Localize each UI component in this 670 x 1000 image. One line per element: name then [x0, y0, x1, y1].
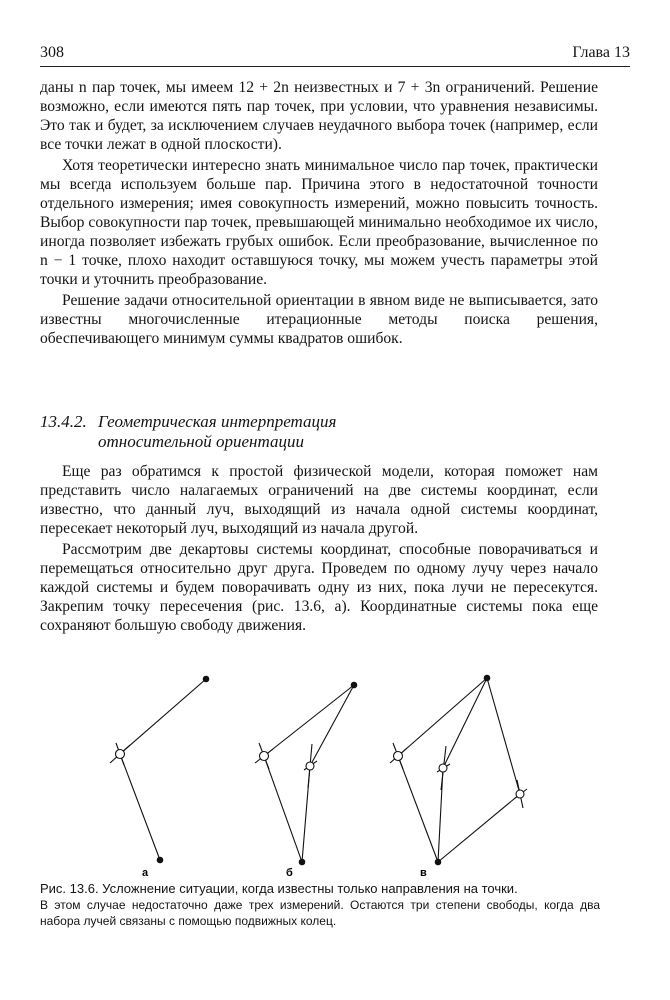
- header-rule: [40, 66, 630, 67]
- paragraph-5: Рассмотрим две декартовы системы координат, способные поворачиваться и перемещаться относительно друг друга. Проведем по одному лучу через начало каждой системы и будем поворачивать одну из них, пока лучи не пересекутся. Закрепим точку пересечения (рис. 13.6, a). Координатные системы пока еще сохраняют большую свободу движения.: [40, 541, 598, 634]
- body-text-top: [40, 78, 598, 350]
- running-head: [40, 44, 630, 62]
- paragraph-3: Решение задачи относительной ориентации в явном виде не выписывается, зато известны многочисленные итерационные методы поиска решения, обеспечивающего минимум суммы квадратов ошибок.: [40, 292, 598, 347]
- paragraph-1: даны n пар точек, мы имеем 12 + 2n неизвестных и 7 + 3n ограничений. Решение возможно, если имеются пять пар точек, при условии, что уравнения независимы. Это так и будет, за исключением случаев неудачного выбора точек (например, если все точки лежат в одной плоскости).: [40, 79, 598, 153]
- label-c: в: [420, 867, 427, 879]
- ray-diagrams: [40, 670, 620, 880]
- diagram-a: [110, 679, 206, 860]
- label-b: б: [286, 867, 293, 879]
- figure-caption: [40, 880, 600, 929]
- caption-title: Рис. 13.6. Усложнение ситуации, когда известны только направления на точки.: [40, 881, 518, 896]
- diagram-c: [390, 678, 527, 862]
- figure-13-6: [40, 670, 620, 880]
- section-heading: [40, 412, 600, 452]
- paragraph-2: Хотя теоретически интересно знать минимальное число пар точек, практически мы всегда используем больше пар. Причина этого в недостаточной точности отдельного измерения; имея совокупность измерений, можно повысить точность. Выбор совокупности пар точек, превышающей минимально необходимое их число, иногда позволяет избежать грубых ошибок. Если преобразование, вычисленное по n − 1 точке, плохо находит оставшуюся точку, мы можем учесть параметры этой точки и уточнить преобразование.: [40, 157, 598, 288]
- section-number: 13.4.2.: [40, 412, 87, 431]
- label-a: а: [142, 867, 149, 879]
- body-text-bottom: [40, 462, 598, 637]
- diagram-b: [255, 685, 354, 862]
- section-title-line2: относительной ориентации: [98, 432, 304, 451]
- caption-body: В этом случае недостаточно даже трех измерений. Остаются три степени свободы, когда два набора лучей связаны с помощью подвижных колец.: [40, 898, 600, 928]
- section-title-line1: Геометрическая интерпретация: [98, 412, 337, 431]
- page-number: 308: [40, 44, 64, 61]
- chapter-title: Глава 13: [572, 44, 630, 61]
- paragraph-4: Еще раз обратимся к простой физической модели, которая поможет нам представить число налагаемых ограничений на две системы координат, если известно, что данный луч, выходящий из начала одной системы координат, пересекает некоторый луч, выходящий из начала другой.: [40, 463, 598, 537]
